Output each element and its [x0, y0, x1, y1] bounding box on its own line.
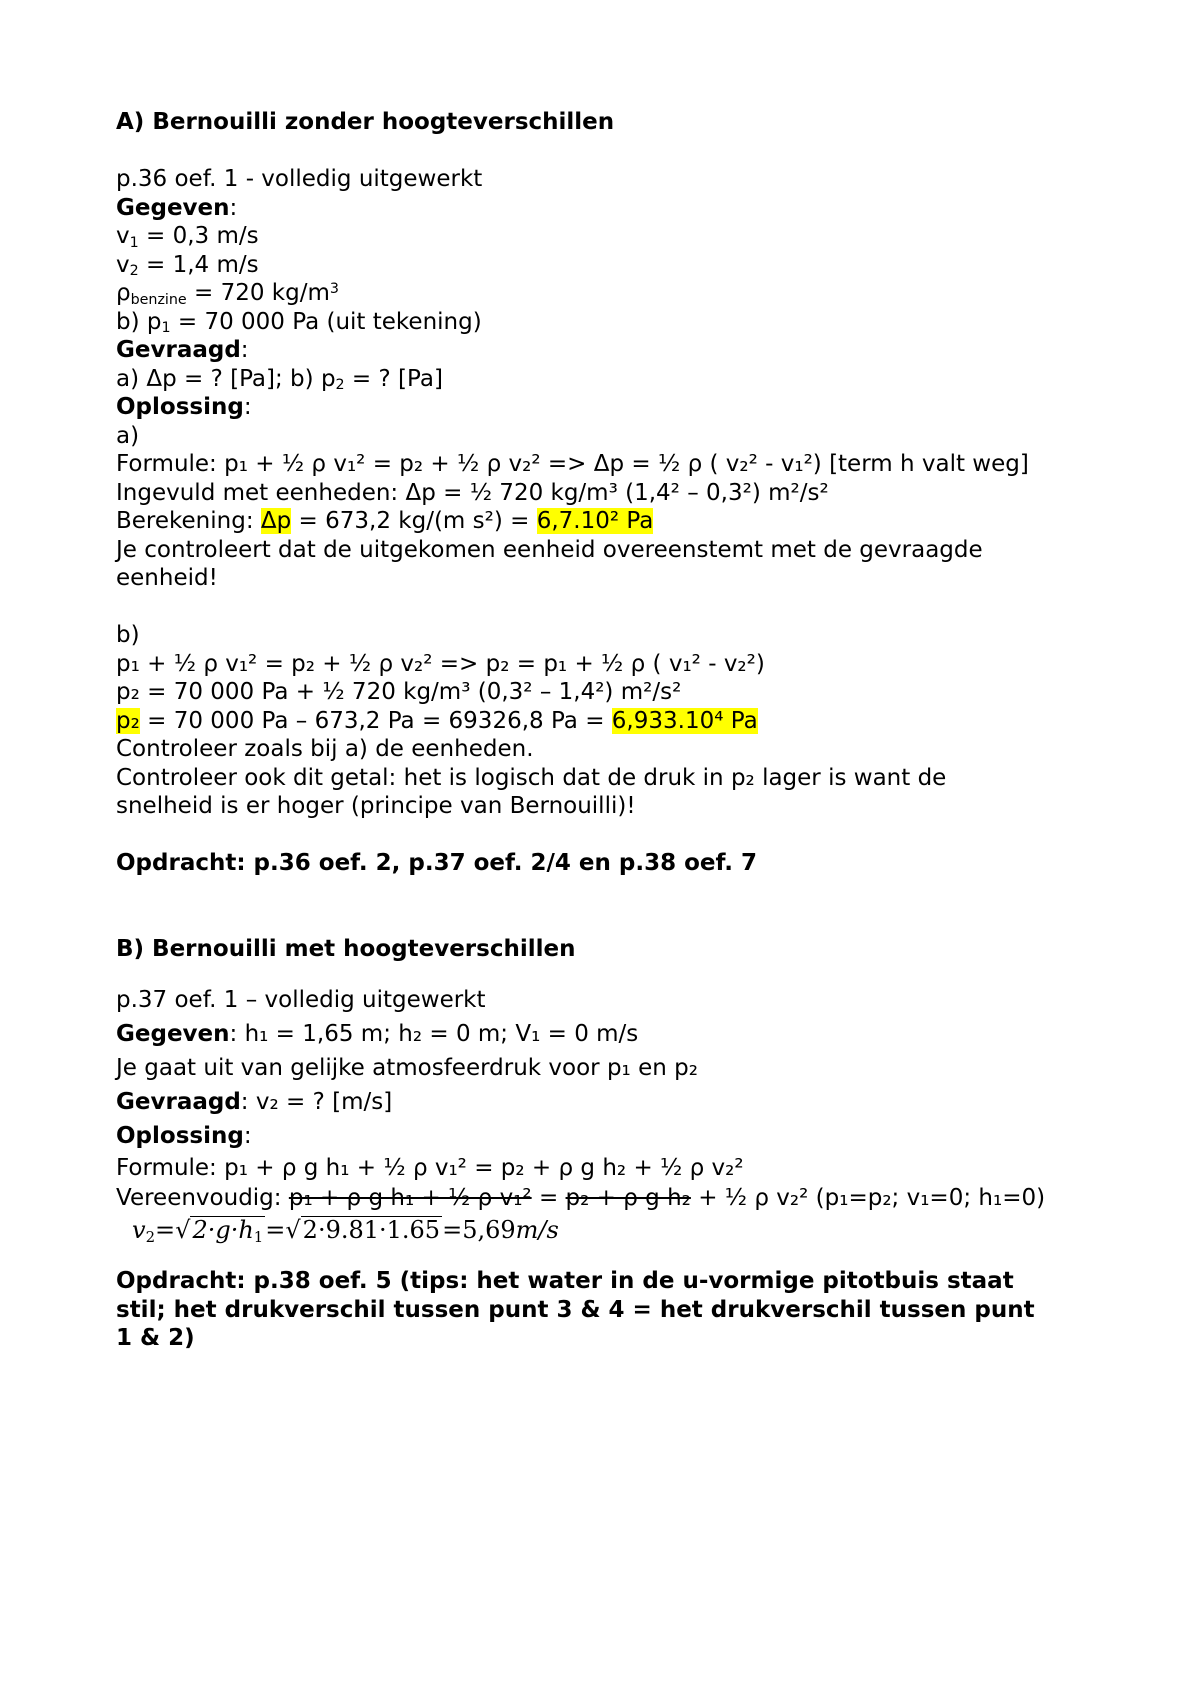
- math-formula: $v_2=√2\cdot g\cdot h_1=√2\cdot 9.81\cdot 1.65=5,69m/s$: [132, 1216, 559, 1246]
- check-b-2: Controleer ook dit getal: het is logisch dat de druk in p₂ lager is want de: [116, 764, 947, 791]
- part-b-label: b): [116, 622, 140, 648]
- formula-b-height: Formule: p₁ + ρ g h₁ + ½ ρ v₁² = p₂ + ρ g h₂ + ½ ρ v₂²: [116, 1155, 744, 1181]
- given-rho: $\rho_{benzine} = 720$ $kg/m^3$: [116, 280, 339, 308]
- assignment-b-3: 1 & 2): [116, 1325, 195, 1351]
- highlight-dp: Δp: [260, 508, 292, 534]
- given-a: Gegeven:: [116, 194, 238, 221]
- given-p1: b) $p_1 = 70$ 000 Pa (uit tekening): [116, 308, 482, 337]
- formula-b: p₁ + ½ ρ v₁² = p₂ + ½ ρ v₂² => p₂ = p₁ + ½ ρ ( v₁² - v₂²): [116, 650, 765, 677]
- given-v2: $v_2 = 1,4$ m/s: [116, 251, 259, 280]
- assignment-b-2: stil; het drukverschil tussen punt 3 & 4 = het drukverschil tussen punt: [116, 1296, 1035, 1323]
- calc-b: p₂ = 70 000 Pa – 673,2 Pa = 69326,8 Pa = 6,933.10⁴ Pa: [116, 707, 758, 734]
- formula-a: Formule: p₁ + ½ ρ v₁² = p₂ + ½ ρ v₂² => Δp = ½ ρ ( v₂² - v₁²) [term h valt weg]: [116, 451, 1029, 477]
- exercise-a-label: p.36 oef. 1 - volledig uitgewerkt: [116, 166, 483, 192]
- given-b: Gegeven: h₁ = 1,65 m; h₂ = 0 m; V₁ = 0 m/s: [116, 1021, 639, 1047]
- assignment-b-1: Opdracht: p.38 oef. 5 (tips: het water in de u-vormige pitotbuis staat: [116, 1268, 1014, 1294]
- given-v1: $v_1 = 0,3$ m/s: [116, 223, 259, 251]
- highlight-p2: p₂: [116, 707, 140, 734]
- assignment-a: Opdracht: p.36 oef. 2, p.37 oef. 2/4 en p.38 oef. 7: [116, 850, 758, 876]
- check-a-2: eenheid!: [116, 565, 218, 591]
- check-a-1: Je controleert dat de uitgekomen eenheid overeenstemt met de gevraagde: [116, 536, 983, 563]
- struck-left: p₁ + ρ g h₁ + ½ ρ v₁²: [288, 1185, 532, 1211]
- assumption-b: Je gaat uit van gelijke atmosfeerdruk voor p₁ en p₂: [116, 1055, 698, 1081]
- highlight-result-a: 6,7.10² Pa: [536, 508, 654, 534]
- part-a-label: a): [116, 422, 140, 449]
- sqrt-symbolic: $2\cdot g\cdot h_1$: [192, 1216, 264, 1246]
- simplify-b: Vereenvoudig: p₁ + ρ g h₁ + ½ ρ v₁² = p₂ + ρ g h₂ + ½ ρ v₂² (p₁=p₂; v₁=0; h₁=0): [116, 1185, 1046, 1211]
- filled-a: Ingevuld met eenheden: Δp = ½ 720 kg/m³ (1,4² – 0,3²) m²/s²: [116, 479, 829, 506]
- asked-a: Gevraagd:: [116, 337, 249, 363]
- section-b-title: B) Bernouilli met hoogteverschillen: [116, 935, 576, 962]
- check-b-3: snelheid is er hoger (principe van Bernouilli)!: [116, 793, 636, 819]
- sqrt-numeric: 2·9.81·1.65: [302, 1216, 441, 1244]
- highlight-result-b: 6,933.10⁴ Pa: [611, 707, 758, 734]
- asked-a-values: a) Δp = ? [Pa]; b) $p_2$ = ? [Pa]: [116, 365, 443, 394]
- calc-a: Berekening: Δp = 673,2 kg/(m s²) = 6,7.10² Pa: [116, 508, 654, 534]
- filled-b: p₂ = 70 000 Pa + ½ 720 kg/m³ (0,3² – 1,4²) m²/s²: [116, 679, 682, 705]
- exercise-b-label: p.37 oef. 1 – volledig uitgewerkt: [116, 987, 486, 1013]
- struck-right: p₂ + ρ g h₂: [565, 1185, 691, 1211]
- solution-a: Oplossing:: [116, 394, 252, 420]
- section-a-title: A) Bernouilli zonder hoogteverschillen: [116, 109, 615, 135]
- document-page: [116, 108, 1116, 1353]
- check-b-1: Controleer zoals bij a) de eenheden.: [116, 736, 534, 762]
- solution-b: Oplossing:: [116, 1123, 252, 1149]
- asked-b: Gevraagd: v₂ = ? [m/s]: [116, 1089, 393, 1115]
